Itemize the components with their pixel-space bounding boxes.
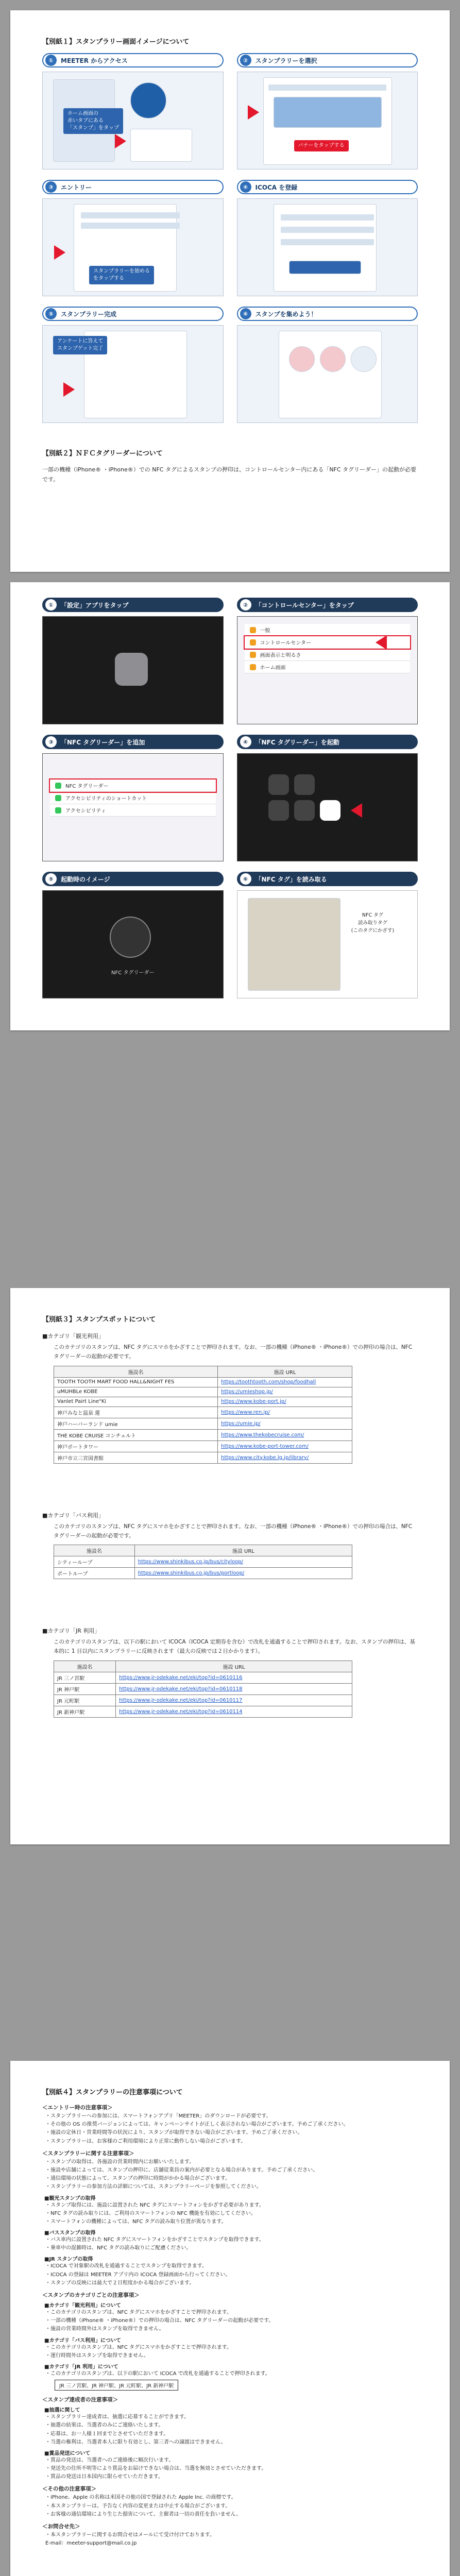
photo-nfc-tag [237, 890, 418, 998]
step-entry [42, 180, 224, 296]
step-label: ICOCA を登録 [255, 183, 298, 191]
nfc-step-launch-image [42, 872, 224, 998]
table-row: ポートループ https://www.shinkibus.co.jp/bus/portloop/ [54, 1568, 352, 1579]
arrow-right-icon [54, 245, 65, 260]
notes-item: ・バス車内に設置された NFC タグにスマートフォンをかざすことでスタンプを取得できます。 [45, 2237, 264, 2243]
step-label: スタンプを集めよう！ [255, 310, 317, 318]
notes-item: ・通信環境の状態によって、スタンプの押印に時間がかかる場合がございます。 [45, 2176, 230, 2182]
table-row: Vanlet Pairt Line"Ki https://www.kobe-port.jp/ [54, 1397, 352, 1406]
section2-lead: 一部の機種（iPhone® ・iPhone®）での NFC タグによるスタンプの押印は、コントロールセンター内にある「NFC タグリーダー」の起動が必要です。 [42, 466, 417, 483]
step-number: ④ [240, 181, 251, 193]
meeter-logo-icon [130, 82, 166, 118]
section4-heading: 【別紙４】スタンプラリーの注意事項について [42, 2089, 183, 2096]
stamp-icon [351, 346, 377, 372]
notes-item: ・賞品の発送は日本国内に限らせていただきます。 [45, 2474, 163, 2480]
step-number: ① [45, 55, 57, 66]
screenshot-meeter-home [42, 72, 224, 170]
screenshot-settings-app [42, 616, 224, 724]
screenshot-add-control [42, 753, 224, 861]
arrow-right-icon [63, 382, 75, 397]
sightseeing-table: 施設名 施設 URL TOOTH TOOTH MART FOOD HALL&NIGHT FES https://toothtooth.com/shop/foodhall uMUHBLe KOBE https://umieshop.jp/ Vanlet Pairt Line"Ki https://www.kobe-port.jp/ 神戸みなと温泉 蓮 https://www.ren.jp/ 神戸ハーバーランド umie https://umie.jp/ THE KOBE CRUISE コンチェルト https://www.thekobecruise.com/ 神戸ポートタワー https://www.kobe-port-tower.com/ 神戸市立三宮図書館 https://www.city.kobe.lg.jp/library/ [54, 1366, 352, 1464]
notes-item: ・乗車中の混雑時は、NFC タグの読み取りにご配慮ください。 [45, 2245, 192, 2251]
notes-item: E-mail：meeter-support@mail.co.jp [45, 2540, 137, 2547]
list-item[interactable]: NFC タグリーダー [50, 779, 216, 792]
notes-subheading: ■JR スタンプの取得 [44, 2257, 93, 2263]
step-label: 「NFC タグ」を読み取る [255, 875, 327, 883]
step-label: エントリー [61, 183, 92, 191]
step-label: 「コントロールセンター」をタップ [255, 601, 354, 609]
nfc-step-control-center [237, 598, 418, 724]
nfc-step-add-reader [42, 735, 224, 861]
callout: スタンプラリーを始める をタップする [89, 266, 154, 284]
list-item[interactable]: 一般 [245, 624, 411, 636]
step-collect-stamps [237, 307, 418, 423]
step-number: ② [240, 55, 251, 66]
table-row: 神戸市立三宮図書館 https://www.city.kobe.lg.jp/library/ [54, 1452, 352, 1463]
page-3 [10, 1288, 450, 1844]
notes-item: JR 三ノ宮駅、JR 神戸駅、JR 元町駅、JR 新神戸駅 [55, 2380, 178, 2391]
table-row: 神戸ポートタワー https://www.kobe-port-tower.com/ [54, 1440, 352, 1452]
table-row: シティーループ https://www.shinkibus.co.jp/bus/cityloop/ [54, 1556, 352, 1568]
nfc-step-launch-reader [237, 735, 418, 861]
nfc-tag-photo [248, 898, 340, 991]
callout: アンケートに答えて スタンプゲット完了 [53, 336, 107, 354]
step-number: ⑥ [240, 308, 251, 319]
notes-item: ・iPhone、Apple の名称は米国その他の国で登録された Apple Inc. の商標です。 [45, 2495, 236, 2501]
timer-icon[interactable] [294, 800, 315, 821]
general-icon [250, 627, 256, 633]
table-row: JR 神戸駅 https://www.jr-odekake.net/eki/top?id=0610118 [54, 1684, 352, 1695]
arrow-left-icon [351, 803, 362, 818]
step-number: ① [45, 599, 57, 611]
step-label: 「NFC タグリーダー」を追加 [61, 738, 145, 746]
notes-subheading: ■バススタンプの取得 [44, 2230, 96, 2236]
notes-item: ・このカテゴリのスタンプは、NFC タグにスマホをかざすことで押印されます。 [45, 2344, 232, 2350]
wifi-icon[interactable] [294, 774, 315, 795]
notes-heading: ＜スタンプ達成者の注意事項＞ [42, 2397, 118, 2403]
step-number: ② [240, 599, 251, 611]
section3-heading: 【別紙３】スタンプスポットについて [42, 1316, 156, 1324]
notes-subheading: ■観光スタンプの取得 [44, 2195, 96, 2201]
notes-subheading: ■賞品発送について [44, 2450, 91, 2456]
control-center-icon [250, 639, 256, 646]
section2-heading: 【別紙２】ＮＦＣタグリーダーについて [42, 450, 163, 457]
notes-heading: ＜お問合せ先＞ [42, 2523, 80, 2530]
arrow-left-icon [376, 635, 387, 650]
list-item[interactable]: コントロールセンター [245, 636, 411, 649]
step-select-rally [237, 53, 418, 170]
notes-item: ・スタンプの反映には最大で２日程度かかる場合がございます。 [45, 2280, 195, 2286]
notes-item: ・発送先の住所不明等により賞品をお届けできない場合は、当選を無効とさせていただきます。 [45, 2466, 267, 2472]
step-label: MEETER からアクセス [61, 57, 128, 64]
step-label: スタンプラリー完成 [61, 310, 117, 318]
table-row: uMUHBLe KOBE https://umieshop.jp/ [54, 1387, 352, 1397]
notes-subheading: ■抽選に関して [44, 2408, 80, 2414]
notes-heading: ＜スタンプのカテゴリごとの注意事項＞ [42, 2292, 140, 2298]
add-icon [55, 783, 61, 789]
page-2 [10, 582, 450, 1030]
step-number: ③ [45, 736, 57, 748]
notes-item: ・このカテゴリのスタンプは、NFC タグにスマホをかざすことで押印されます。 [45, 2310, 232, 2315]
add-icon [55, 795, 61, 801]
screenshot-complete [42, 325, 224, 423]
step-number: ④ [240, 736, 251, 748]
notes-item: ・施設の定休日・営業時間等の状況により、スタンプが取得できない場合がございます。予めご了承ください。 [45, 2130, 303, 2136]
screenshot-control-center [237, 753, 418, 861]
nfc-reader-icon[interactable] [320, 800, 340, 821]
step-number: ⑥ [240, 873, 251, 885]
nfc-icon [110, 917, 151, 958]
list-item[interactable]: ホーム画面 [245, 661, 411, 673]
nfc-step-read-tag [237, 872, 418, 998]
notes-item: ・施設の営業時間外はスタンプを取得できません。 [45, 2326, 164, 2332]
display-icon [250, 652, 256, 658]
notes-item: ・賞品の発送は、当選者へのご連絡後に順次行います。 [45, 2457, 174, 2463]
notes-subheading: ■カテゴリ「観光利用」について [44, 2303, 121, 2309]
screenshot-settings-list [237, 616, 418, 724]
step-register-icoca [237, 180, 418, 296]
jr-table: 施設名 施設 URL JR 三ノ宮駅 https://www.jr-odekake.net/eki/top?id=0610116 JR 神戸駅 https://www.jr-odekake.net/eki/top?id=0610118 JR 元町駅 https://www.jr-odekake.net/eki/top?id=0610117 JR 新神戸駅 https://www.jr-odekake.net/eki/top?id=0610114 [54, 1660, 352, 1718]
bus-table: 施設名 施設 URL シティーループ https://www.shinkibus.co.jp/bus/cityloop/ ポートループ https://www.shinkibus.co.jp/bus/portloop/ [54, 1545, 352, 1579]
notes-item: ・スタンプラリーは、お客様のご利用環境により正常に動作しない場合がございます。 [45, 2138, 246, 2144]
reader-label: NFC タグリーダー [111, 970, 155, 976]
list-item[interactable]: アクセシビリティのショートカット [50, 792, 216, 804]
step-rally-complete [42, 307, 224, 423]
step-label: スタンプラリーを選択 [255, 57, 317, 64]
notes-subheading: ■カテゴリ「JR 利用」について [44, 2364, 118, 2370]
table-row: JR 三ノ宮駅 https://www.jr-odekake.net/eki/top?id=0610116 [54, 1672, 352, 1684]
list-item[interactable]: 画面表示と明るさ [245, 649, 411, 661]
step-label: 起動時のイメージ [61, 875, 110, 883]
callout: ホーム画面の 赤いタブにある 「スタンプ」をタップ [63, 108, 123, 134]
group-jr: ■カテゴリ「JR 利用」 このカテゴリのスタンプは、以下の駅において ICOCA（ICOCA 定期券を含む）で改札を通過することで押印されます。なお、スタンプの押印は、基本的に 1 日以内にスタンプラリーに反映されます（最大の反映では２日かかります）。 施設名 施設 URL JR 三ノ宮駅 https://www.jr-odekake.net/eki/top?id=0610116 JR 神戸駅 https://www.jr-odekake.net/eki/top?id=0610118 JR 元町駅 https://www.jr-odekake.net/eki/top?id=0610117 JR 新神戸駅 https://www.jr-odekake.net/eki/top?id=0610114 [42, 1626, 418, 1718]
notes-item: ・ICOCA の登録は MEETER アプリ内の ICOCA 登録画面から行ってください。 [45, 2272, 231, 2278]
notes-list [42, 2104, 418, 2548]
screenshot-entry [42, 198, 224, 296]
register-button[interactable] [289, 261, 361, 274]
notes-item: ・スタンプラリーへの参加には、スマートフォンアプリ「MEETER」のダウンロードが必要です。 [45, 2113, 271, 2119]
home-screen-icon [250, 664, 256, 670]
list-item[interactable]: アクセシビリティ [50, 804, 216, 817]
nfc-step-settings [42, 598, 224, 724]
step-number: ⑤ [45, 308, 57, 319]
screenshot-rally-list [237, 72, 418, 170]
notes-item: ・NFC タグの読み取りには、ご利用のスマートフォンの NFC 機能を有効にしてください。 [45, 2210, 256, 2216]
step-number: ⑤ [45, 873, 57, 885]
notes-heading: ＜その他の注意事項＞ [42, 2486, 96, 2493]
notes-subheading: ■カテゴリ「バス利用」について [44, 2337, 121, 2344]
group-bus: ■カテゴリ「バス利用」 このカテゴリのスタンプは、NFC タグにスマホをかざすことで押印されます。なお、一部の機種（iPhone® ・iPhone®）での押印の場合は、NFC タグリーダーの起動が必要です。 施設名 施設 URL シティーループ https://www.shinkibus.co.jp/bus/cityloop/ ポートループ https://www.shinkibus.co.jp/bus/portloop/ [42, 1511, 418, 1580]
gear-icon[interactable] [115, 653, 148, 686]
screenshot-icoca [237, 198, 418, 296]
notes-item: ・お客様の通信環境により生じた損害について、主催者は一切の責任を負いません。 [45, 2511, 242, 2517]
table-row: 神戸ハーバーランド umie https://umie.jp/ [54, 1418, 352, 1429]
screenshot-reader-running [42, 890, 224, 998]
notes-item: ・スタンプラリーの参加方法の詳細については、スタンプラリーページを参照してください。 [45, 2184, 262, 2190]
table-row: 神戸みなと温泉 蓮 https://www.ren.jp/ [54, 1406, 352, 1418]
notes-item: ・応募は、お一人様１回までとさせていただきます。 [45, 2431, 169, 2437]
table-row: TOOTH TOOTH MART FOOD HALL&NIGHT FES https://toothtooth.com/shop/foodhall [54, 1377, 352, 1387]
section1-steps [42, 53, 418, 423]
notes-heading: ＜スタンプラリーに関する注意事項＞ [42, 2150, 134, 2157]
table-row: JR 元町駅 https://www.jr-odekake.net/eki/top?id=0610117 [54, 1695, 352, 1706]
flashlight-icon[interactable] [268, 800, 289, 821]
notes-item: ・当選の権利は、当選者本人に限り有効とし、第三者への譲渡はできません。 [45, 2439, 226, 2445]
notes-heading: ＜エントリー時の注意事項＞ [42, 2105, 113, 2111]
notes-item: ・スタンプの取得は、各施設の営業時間内にお願いいたします。 [45, 2159, 195, 2165]
step-label: 「NFC タグリーダー」を起動 [255, 738, 339, 746]
callout: バナーをタップする [294, 140, 349, 151]
notes-item: ・施設や店舗によっては、スタンプの押印に、店舗従業員の案内が必要となる場合があります。予めご了承ください。 [45, 2167, 318, 2173]
notes-item: ・運行時間外はスタンプを取得できません。 [45, 2352, 149, 2359]
arrow-right-icon [248, 105, 259, 120]
notes-item: ・抽選の結果は、当選者のみにご連絡いたします。 [45, 2422, 164, 2429]
step-label: 「設定」アプリをタップ [61, 601, 129, 609]
section1-heading: 【別紙１】スタンプラリー画面イメージについて [42, 38, 190, 46]
notes-item: ・ICOCA で対象駅の改札を通過することでスタンプを取得できます。 [45, 2263, 208, 2269]
notes-item: ・その他の OS の推奨バージョンによっては、キャンペーンサイトが正しく表示されない場合がございます。予めご了承ください。 [45, 2122, 349, 2128]
table-row: JR 新神戸駅 https://www.jr-odekake.net/eki/top?id=0610114 [54, 1706, 352, 1718]
notes-item: ・このカテゴリのスタンプは、以下の駅において ICOCA で改札を通過することで押印されます。 [45, 2370, 270, 2377]
step-number: ③ [45, 181, 57, 193]
notes-item: ・一部の機種（iPhone® ・iPhone®）での押印の場合は、NFC タグリーダーの起動が必要です。 [45, 2318, 274, 2324]
add-icon [55, 807, 61, 814]
notes-item: ・スマートフォンの機種によっては、NFC タグの読み取り位置が異なります。 [45, 2218, 227, 2225]
stamp-icon [320, 346, 346, 372]
notes-item: ・スタンプ取得には、施設に設置された NFC タグにスマートフォンをかざす必要があります。 [45, 2202, 264, 2208]
nfc-steps [42, 598, 418, 998]
group-sightseeing: ■カテゴリ「観光利用」 このカテゴリのスタンプは、NFC タグにスマホをかざすことで押印されます。なお、一部の機種（iPhone® ・iPhone®）での押印の場合は、NFC タグリーダーの起動が必要です。 施設名 施設 URL TOOTH TOOTH MART FOOD HALL&NIGHT FES https://toothtooth.com/shop/foodhall uMUHBLe KOBE https://umieshop.jp/ Vanlet Pairt Line"Ki https://www.kobe-port.jp/ 神戸みなと温泉 蓮 https://www.ren.jp/ 神戸ハーバーランド umie https://umie.jp/ THE KOBE CRUISE コンチェルト https://www.thekobecruise.com/ 神戸ポートタワー https://www.kobe-port-tower.com/ 神戸市立三宮図書館 https://www.city.kobe.lg.jp/library/ [42, 1332, 418, 1464]
airplane-icon[interactable] [268, 774, 289, 795]
step-meeter-access [42, 53, 224, 170]
page-1 [10, 10, 450, 572]
rally-banner[interactable] [274, 97, 382, 128]
screenshot-stamp-card [237, 325, 418, 423]
table-row: THE KOBE CRUISE コンチェルト https://www.thekobecruise.com/ [54, 1429, 352, 1440]
page-4 [10, 2061, 450, 2576]
arrow-right-icon [115, 134, 126, 148]
notes-item: ・スタンプラリー達成者は、抽選に応募することができます。 [45, 2414, 190, 2420]
notes-item: ・本スタンプラリーは、予告なく内容の変更または中止する場合がございます。 [45, 2503, 231, 2509]
tag-note: NFC タグ 読み取りタグ (このタグにかざす) [351, 912, 395, 934]
stamp-icon [289, 346, 315, 372]
notes-item: ・本スタンプラリーに関するお問合せはメールにて受け付けております。 [45, 2532, 215, 2538]
